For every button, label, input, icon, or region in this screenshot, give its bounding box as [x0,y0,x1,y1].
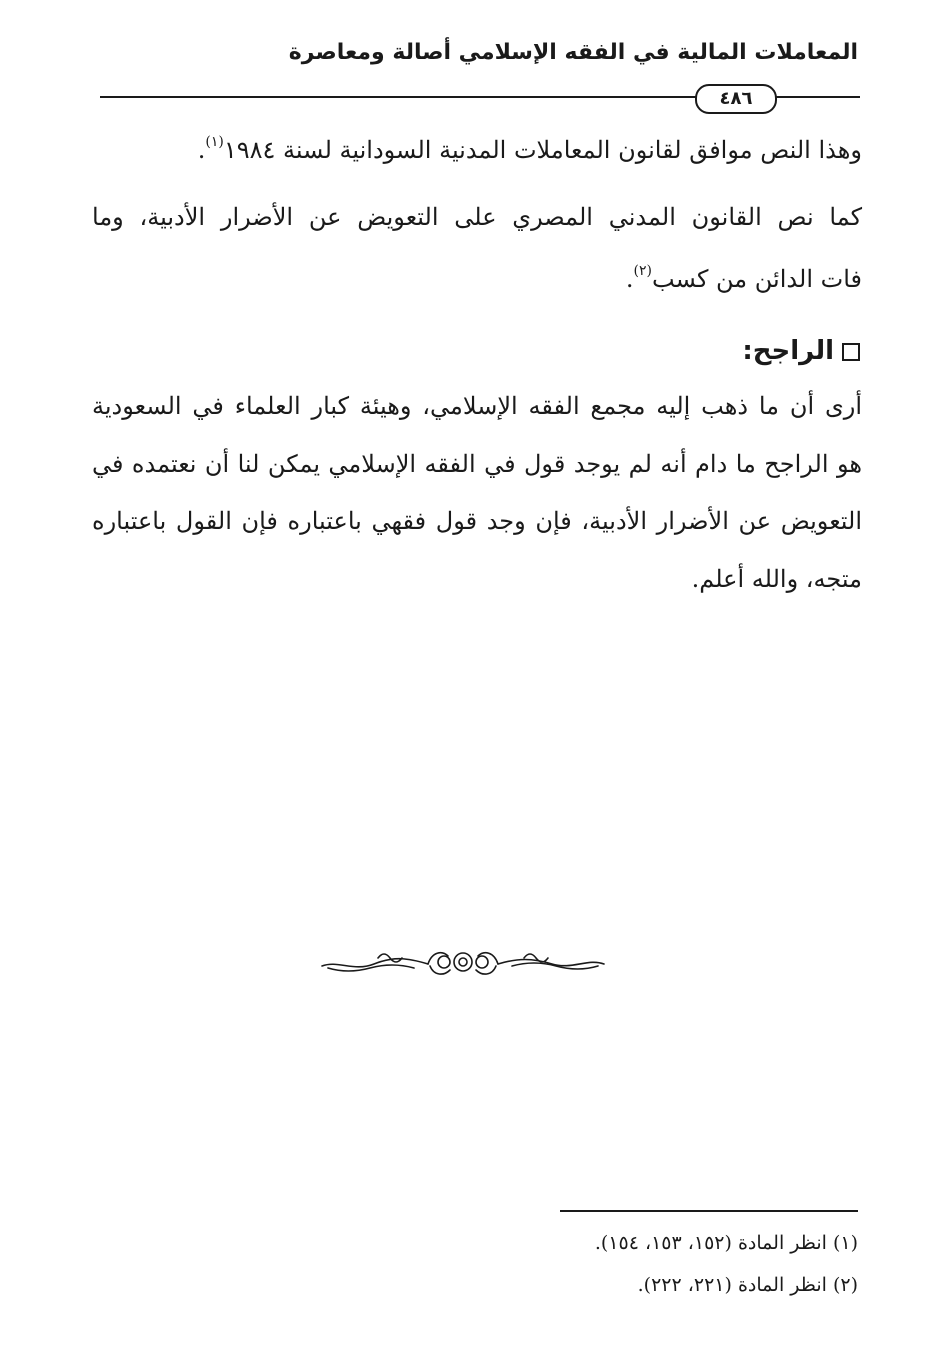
paragraph-3-line-4: متجه، والله أعلم. [691,565,862,593]
footnote-ref-1: (١) [205,134,224,150]
paragraph-3-line-3: التعويض عن الأضرار الأدبية، فإن وجد قول فقهي باعتباره فإن القول باعتباره [92,507,862,535]
footnote-rule [560,1210,858,1212]
footnote-1: (١) انظر المادة (١٥٢، ١٥٣، ١٥٤). [594,1232,858,1254]
ornament-divider-icon [318,944,608,980]
paragraph-3-line-1: أرى أن ما ذهب إليه مجمع الفقه الإسلامي، وهيئة كبار العلماء في السعودية [92,392,862,420]
paragraph-1-end: . [197,136,206,164]
footnote-2: (٢) انظر المادة (٢٢١، ٢٢٢). [637,1274,858,1296]
paragraph-1-text: وهذا النص موافق لقانون المعاملات المدنية السودانية لسنة ١٩٨٤ [223,136,862,164]
section-heading-text: الراجح: [742,336,834,366]
paragraph-2-line-1: كما نص القانون المدني المصري على التعويض عن الأضرار الأدبية، وما [92,203,862,231]
paragraph-3-line-2: هو الراجح ما دام أنه لم يوجد قول في الفقه الإسلامي يمكن لنا أن نعتمده في [92,450,862,478]
heading-box-icon [842,343,860,361]
paragraph-2-line-2 [92,263,862,293]
paragraph-2-text: فات الدائن من كسب [652,265,862,293]
paragraph-1 [92,134,862,164]
page-number: ٤٨٦ [695,84,777,114]
running-title: المعاملات المالية في الفقه الإسلامي أصالة ومعاصرة [288,40,858,65]
footnote-ref-2: (٢) [633,263,652,279]
paragraph-2-end: . [625,265,634,293]
section-heading [560,336,860,366]
